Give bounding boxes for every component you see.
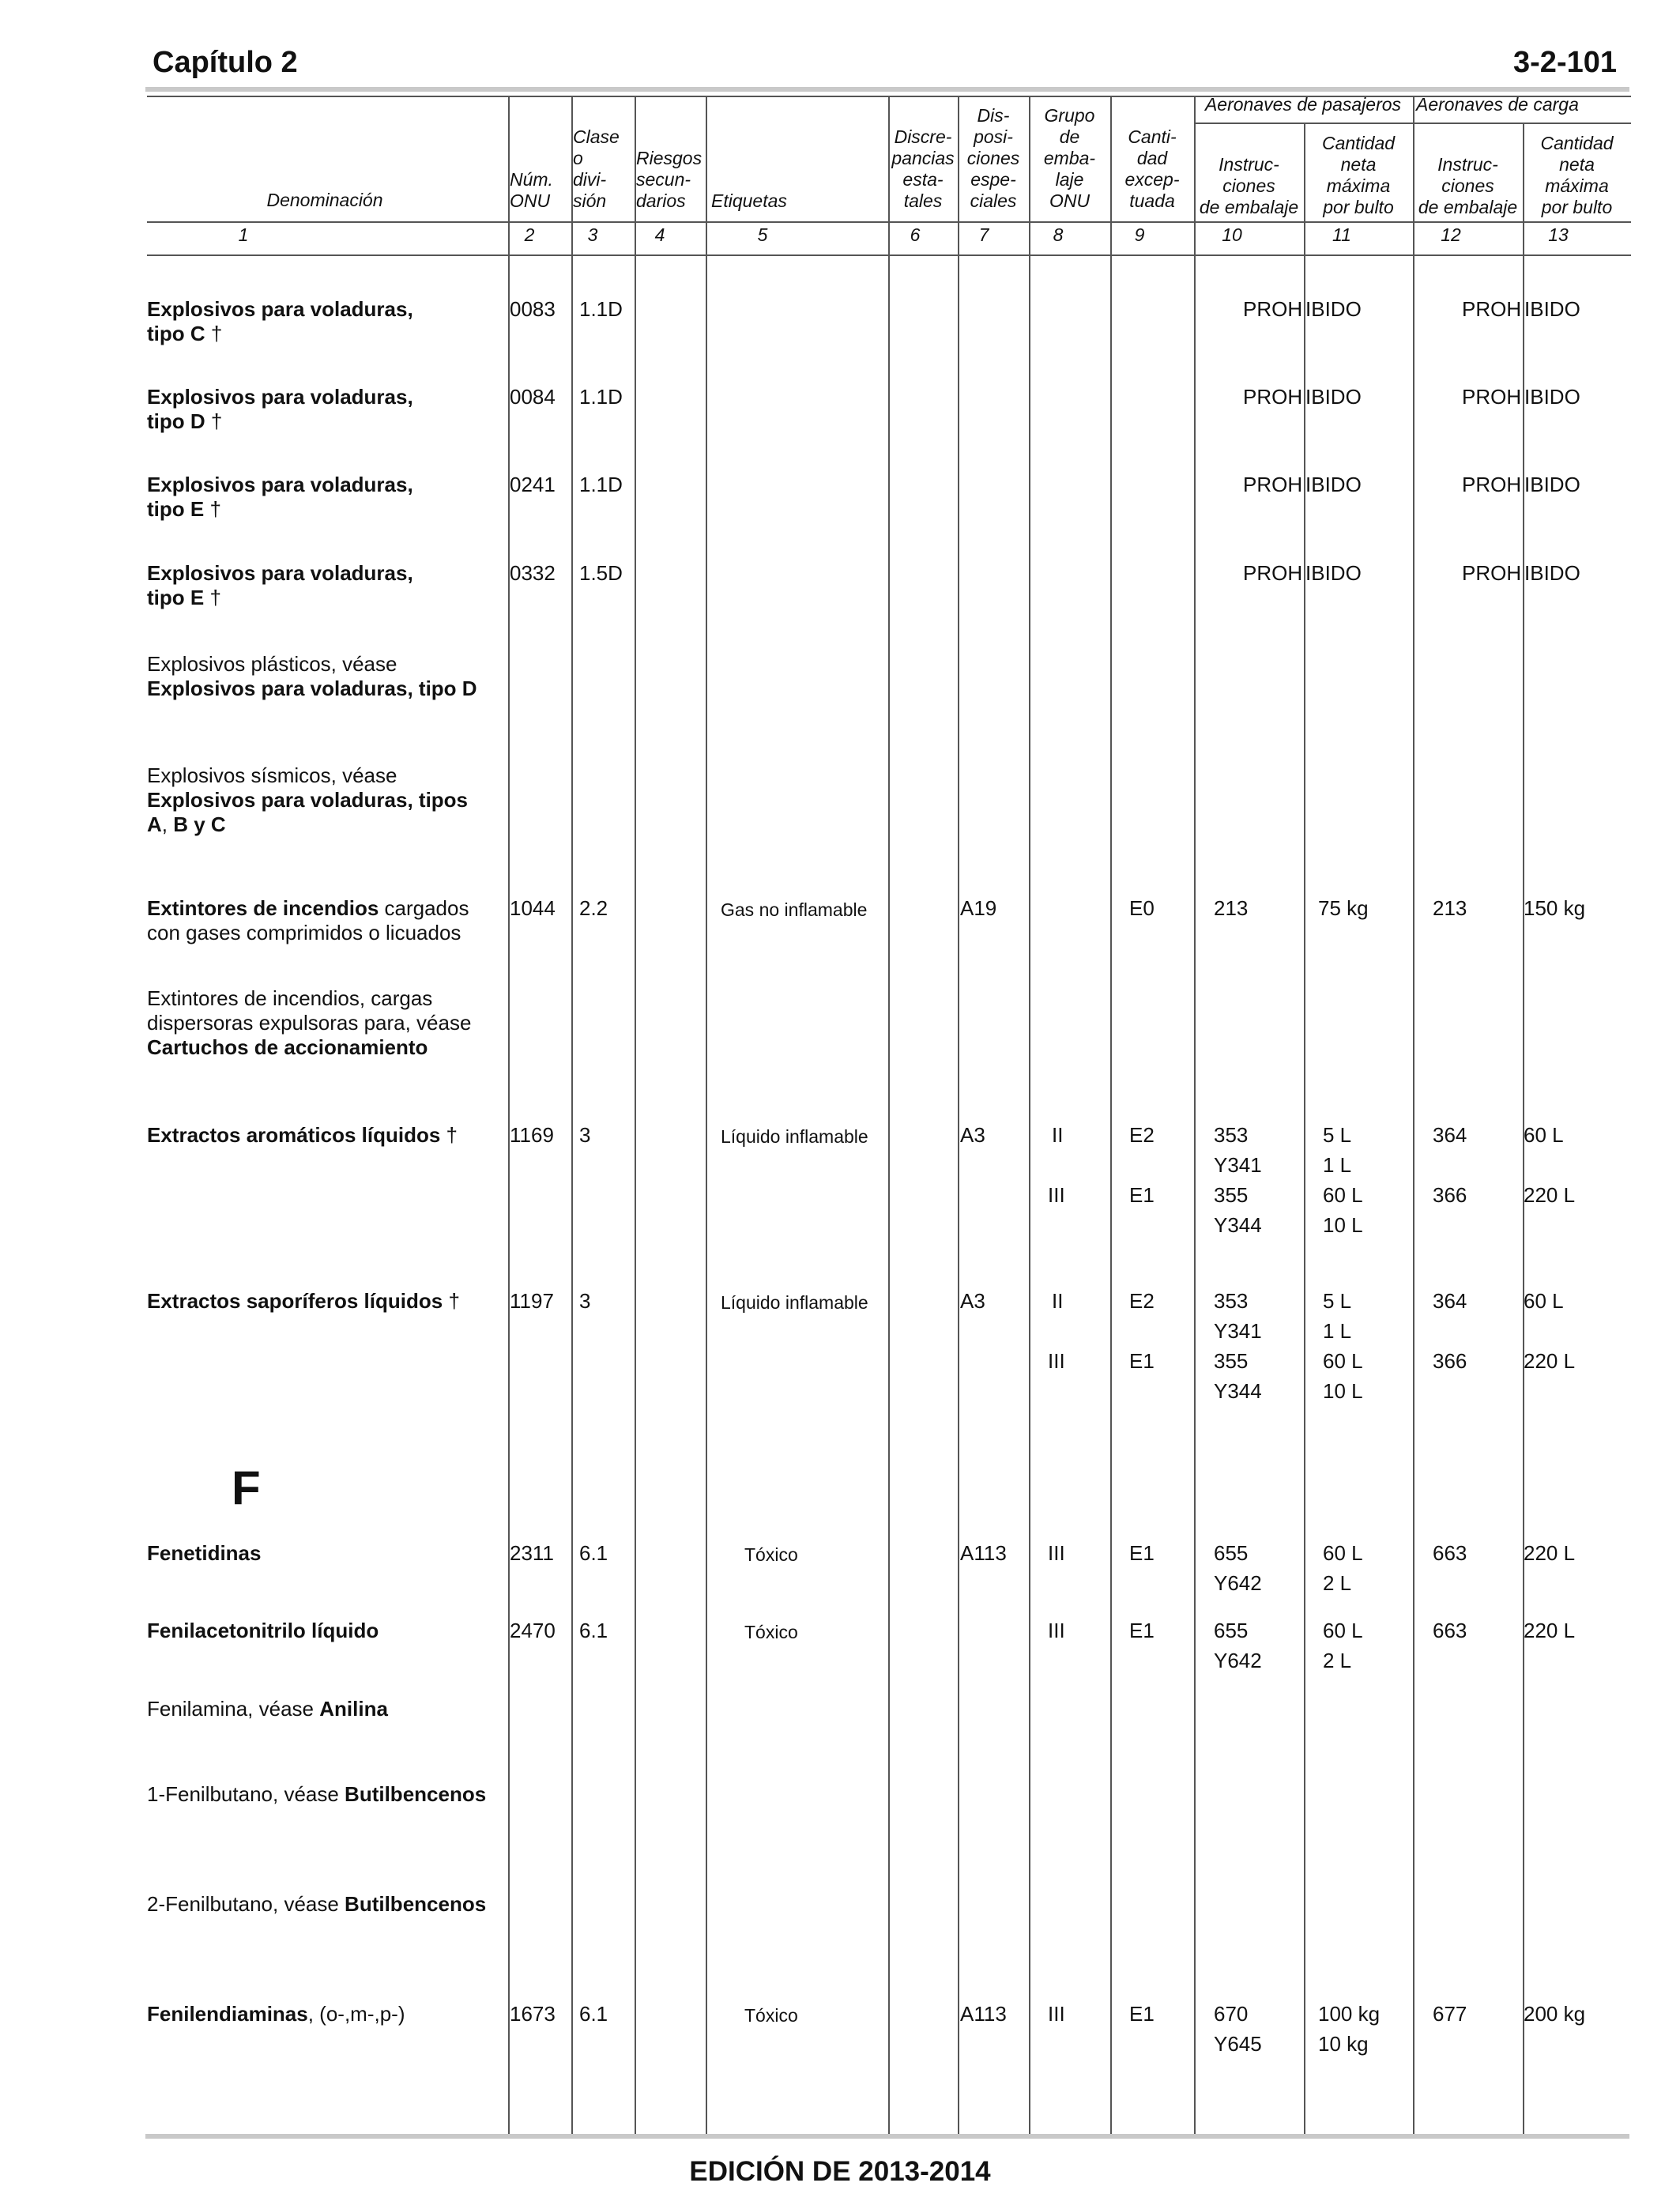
- packing-group: II: [1052, 1123, 1064, 1147]
- packing-instruction-pax: 353: [1214, 1123, 1249, 1147]
- forbidden-cargo-part1: PROH: [1462, 385, 1522, 409]
- entry-name: Fenilacetonitrilo líquido: [147, 1619, 379, 1642]
- forbidden-pax-part1: PROH: [1243, 385, 1303, 409]
- net-quantity-pax: 60 L: [1323, 1349, 1363, 1373]
- forbidden-cargo-part1: PROH: [1462, 561, 1522, 585]
- net-quantity-pax: 60 L: [1323, 1619, 1363, 1642]
- packing-group: III: [1048, 2002, 1065, 2026]
- class-division: 1.1D: [579, 385, 623, 409]
- special-provision: A113: [960, 1541, 1007, 1565]
- label-etiqueta: Líquido inflamable: [721, 1292, 868, 1313]
- net-quantity-cargo: 220 L: [1524, 1619, 1576, 1642]
- entry-name: Extractos saporíferos líquidos †: [147, 1289, 460, 1313]
- packing-instruction-pax: 655: [1214, 1619, 1249, 1642]
- entry-name: Explosivos para voladuras, tipo C †: [147, 297, 413, 345]
- entry-name: 1-Fenilbutano, véase Butilbencenos: [147, 1782, 487, 1806]
- column-header-cantidad-neta-pax: Cantidad neta máxima por bulto: [1321, 133, 1396, 217]
- column-divider: [1110, 96, 1112, 2134]
- packing-group: III: [1048, 1619, 1065, 1642]
- column-number: 2: [524, 224, 535, 245]
- class-division: 1.1D: [579, 473, 623, 496]
- packing-instruction-pax: Y341: [1214, 1319, 1262, 1343]
- column-header-instrucciones-cargo: Instruc- ciones de embalaje: [1418, 154, 1518, 217]
- packing-instruction-cargo: 366: [1433, 1349, 1467, 1373]
- net-quantity-pax: 60 L: [1323, 1183, 1363, 1207]
- packing-instruction-pax: Y344: [1214, 1379, 1262, 1403]
- net-quantity-pax: 10 L: [1323, 1379, 1363, 1403]
- un-number: 0083: [510, 297, 556, 321]
- edition-footer: EDICIÓN DE 2013-2014: [689, 2156, 991, 2187]
- group-header-pasajeros: Aeronaves de pasajeros: [1204, 94, 1402, 115]
- net-quantity-pax: 2 L: [1323, 1649, 1352, 1672]
- column-number: 10: [1222, 224, 1242, 245]
- forbidden-pax-part2: IBIDO: [1305, 561, 1362, 585]
- label-etiqueta: Líquido inflamable: [721, 1126, 868, 1147]
- column-header-grupo: Grupo de emba- laje ONU: [1043, 105, 1096, 211]
- un-number: 2311: [510, 1541, 554, 1565]
- class-division: 3: [579, 1289, 591, 1313]
- packing-instruction-pax: 655: [1214, 1541, 1249, 1565]
- net-quantity-cargo: 220 L: [1524, 1349, 1576, 1373]
- net-quantity-pax: 75 kg: [1318, 896, 1369, 920]
- packing-instruction-cargo: 663: [1433, 1541, 1467, 1565]
- column-divider: [958, 96, 959, 2134]
- footer-rule: [145, 2134, 1629, 2139]
- special-provision: A3: [960, 1289, 985, 1313]
- un-number: 0084: [510, 385, 556, 409]
- net-quantity-cargo: 150 kg: [1524, 896, 1586, 920]
- forbidden-cargo-part2: IBIDO: [1524, 561, 1580, 585]
- net-quantity-cargo: 60 L: [1524, 1123, 1564, 1147]
- column-divider: [1413, 96, 1414, 2134]
- packing-instruction-cargo: 677: [1433, 2002, 1467, 2026]
- class-division: 1.5D: [579, 561, 623, 585]
- entry-name: Explosivos sísmicos, véase Explosivos para voladuras, tipos A, B y C: [147, 763, 469, 836]
- packing-instruction-cargo: 663: [1433, 1619, 1467, 1642]
- packing-instruction-cargo: 213: [1433, 896, 1467, 920]
- entry-name: Extintores de incendios, cargas dispersoras expulsoras para, véase Cartuchos de accionamiento: [147, 986, 472, 1059]
- class-division: 6.1: [579, 1541, 608, 1565]
- section-letter-f: F: [232, 1461, 261, 1514]
- entry-name: Explosivos plásticos, véase Explosivos para voladuras, tipo D: [147, 652, 477, 700]
- column-number: 1: [238, 224, 249, 245]
- column-number: 7: [978, 224, 989, 245]
- forbidden-cargo-part1: PROH: [1462, 297, 1522, 321]
- packing-group: III: [1048, 1183, 1065, 1207]
- special-provision: A3: [960, 1123, 985, 1147]
- forbidden-pax-part1: PROH: [1243, 297, 1303, 321]
- packing-instruction-pax: 213: [1214, 896, 1249, 920]
- packing-instruction-pax: 355: [1214, 1349, 1249, 1373]
- label-etiqueta: Tóxico: [744, 2005, 798, 2026]
- header-rule: [145, 87, 1629, 92]
- column-header-riesgos: Riesgos secun- darios: [636, 148, 703, 211]
- column-divider: [1029, 96, 1030, 2134]
- excepted-quantity-code: E1: [1129, 1183, 1155, 1207]
- page-number: 3-2-101: [1513, 46, 1617, 79]
- un-number: 1169: [510, 1123, 554, 1147]
- column-number: 6: [910, 224, 921, 245]
- column-divider: [1194, 96, 1196, 2134]
- forbidden-cargo-part2: IBIDO: [1524, 473, 1580, 496]
- entry-name: Explosivos para voladuras, tipo E †: [147, 473, 413, 521]
- label-etiqueta: Tóxico: [744, 1544, 798, 1565]
- class-division: 6.1: [579, 1619, 608, 1642]
- column-number: 4: [654, 224, 665, 245]
- packing-instruction-pax: 355: [1214, 1183, 1249, 1207]
- net-quantity-pax: 100 kg: [1318, 2002, 1381, 2026]
- special-provision: A19: [960, 896, 997, 920]
- packing-group: III: [1048, 1349, 1065, 1373]
- excepted-quantity-code: E1: [1129, 1619, 1155, 1642]
- column-header-cantidad-exceptuada: Canti- dad excep- tuada: [1124, 126, 1180, 211]
- column-header-cantidad-neta-cargo: Cantidad neta máxima por bulto: [1540, 133, 1614, 217]
- forbidden-pax-part1: PROH: [1243, 561, 1303, 585]
- packing-instruction-pax: Y642: [1214, 1571, 1262, 1595]
- un-number: 0241: [510, 473, 556, 496]
- column-header-disposiciones: Dis- posi- ciones espe- ciales: [966, 105, 1020, 211]
- class-division: 6.1: [579, 2002, 608, 2026]
- column-number: 12: [1441, 224, 1461, 245]
- entry-name: Extractos aromáticos líquidos †: [147, 1123, 458, 1147]
- entry-name: Explosivos para voladuras, tipo D †: [147, 385, 413, 433]
- net-quantity-pax: 5 L: [1323, 1123, 1352, 1147]
- group-header-carga: Aeronaves de carga: [1416, 94, 1579, 115]
- packing-instruction-cargo: 364: [1433, 1289, 1467, 1313]
- column-divider: [571, 96, 573, 2134]
- net-quantity-pax: 5 L: [1323, 1289, 1352, 1313]
- column-number: 13: [1548, 224, 1569, 245]
- chapter-title: Capítulo 2: [153, 46, 298, 79]
- column-number: 11: [1332, 224, 1351, 245]
- net-quantity-pax: 2 L: [1323, 1571, 1352, 1595]
- label-etiqueta: Gas no inflamable: [721, 899, 868, 920]
- entry-name: Extintores de incendios cargados con gases comprimidos o licuados: [147, 896, 469, 944]
- packing-instruction-cargo: 366: [1433, 1183, 1467, 1207]
- packing-instruction-pax: Y645: [1214, 2032, 1262, 2056]
- net-quantity-pax: 10 kg: [1318, 2032, 1369, 2056]
- column-header-etiquetas: Etiquetas: [711, 190, 787, 211]
- forbidden-cargo-part2: IBIDO: [1524, 297, 1580, 321]
- label-etiqueta: Tóxico: [744, 1622, 798, 1642]
- forbidden-pax-part2: IBIDO: [1305, 473, 1362, 496]
- column-number: 3: [587, 224, 598, 245]
- un-number: 1673: [510, 2002, 556, 2026]
- packing-group: II: [1052, 1289, 1064, 1313]
- packing-instruction-pax: 353: [1214, 1289, 1249, 1313]
- column-divider: [635, 96, 636, 2134]
- column-number: 9: [1134, 224, 1145, 245]
- column-header-clase: Clase o divi- sión: [573, 126, 620, 211]
- excepted-quantity-code: E1: [1129, 1541, 1155, 1565]
- excepted-quantity-code: E1: [1129, 2002, 1155, 2026]
- forbidden-pax-part1: PROH: [1243, 473, 1303, 496]
- un-number: 1044: [510, 896, 556, 920]
- net-quantity-pax: 1 L: [1323, 1153, 1352, 1177]
- net-quantity-cargo: 220 L: [1524, 1541, 1576, 1565]
- packing-instruction-pax: Y341: [1214, 1153, 1262, 1177]
- excepted-quantity-code: E2: [1129, 1123, 1155, 1147]
- un-number: 1197: [510, 1289, 554, 1313]
- packing-instruction-pax: Y642: [1214, 1649, 1262, 1672]
- forbidden-cargo-part1: PROH: [1462, 473, 1522, 496]
- net-quantity-pax: 60 L: [1323, 1541, 1363, 1565]
- net-quantity-cargo: 60 L: [1524, 1289, 1564, 1313]
- column-header-denominacion: Denominación: [266, 190, 383, 210]
- net-quantity-cargo: 200 kg: [1524, 2002, 1586, 2026]
- class-division: 1.1D: [579, 297, 623, 321]
- column-number: 8: [1053, 224, 1064, 245]
- net-quantity-pax: 1 L: [1323, 1319, 1352, 1343]
- class-division: 2.2: [579, 896, 608, 920]
- entry-name: Fenilamina, véase Anilina: [147, 1697, 388, 1721]
- column-divider: [1304, 123, 1305, 2134]
- forbidden-pax-part2: IBIDO: [1305, 297, 1362, 321]
- column-divider: [706, 96, 707, 2134]
- column-number: 5: [757, 224, 768, 245]
- packing-instruction-cargo: 364: [1433, 1123, 1467, 1147]
- entry-name: Fenilendiaminas, (o-,m-,p-): [147, 2002, 405, 2026]
- column-divider: [888, 96, 890, 2134]
- packing-instruction-pax: 670: [1214, 2002, 1249, 2026]
- net-quantity-cargo: 220 L: [1524, 1183, 1576, 1207]
- column-header-discrepancias: Discre- pancias esta- tales: [891, 126, 955, 211]
- un-number: 2470: [510, 1619, 556, 1642]
- entry-name: 2-Fenilbutano, véase Butilbencenos: [147, 1892, 487, 1916]
- column-header-num-onu: Núm. ONU: [510, 169, 553, 211]
- un-number: 0332: [510, 561, 556, 585]
- entry-name: Fenetidinas: [147, 1541, 262, 1565]
- net-quantity-pax: 10 L: [1323, 1213, 1363, 1237]
- packing-instruction-pax: Y344: [1214, 1213, 1262, 1237]
- excepted-quantity-code: E2: [1129, 1289, 1155, 1313]
- class-division: 3: [579, 1123, 591, 1147]
- special-provision: A113: [960, 2002, 1007, 2026]
- entry-name: Explosivos para voladuras, tipo E †: [147, 561, 413, 609]
- excepted-quantity-code: E0: [1129, 896, 1155, 920]
- packing-group: III: [1048, 1541, 1065, 1565]
- forbidden-pax-part2: IBIDO: [1305, 385, 1362, 409]
- forbidden-cargo-part2: IBIDO: [1524, 385, 1580, 409]
- column-header-instrucciones-pax: Instruc- ciones de embalaje: [1199, 154, 1299, 217]
- excepted-quantity-code: E1: [1129, 1349, 1155, 1373]
